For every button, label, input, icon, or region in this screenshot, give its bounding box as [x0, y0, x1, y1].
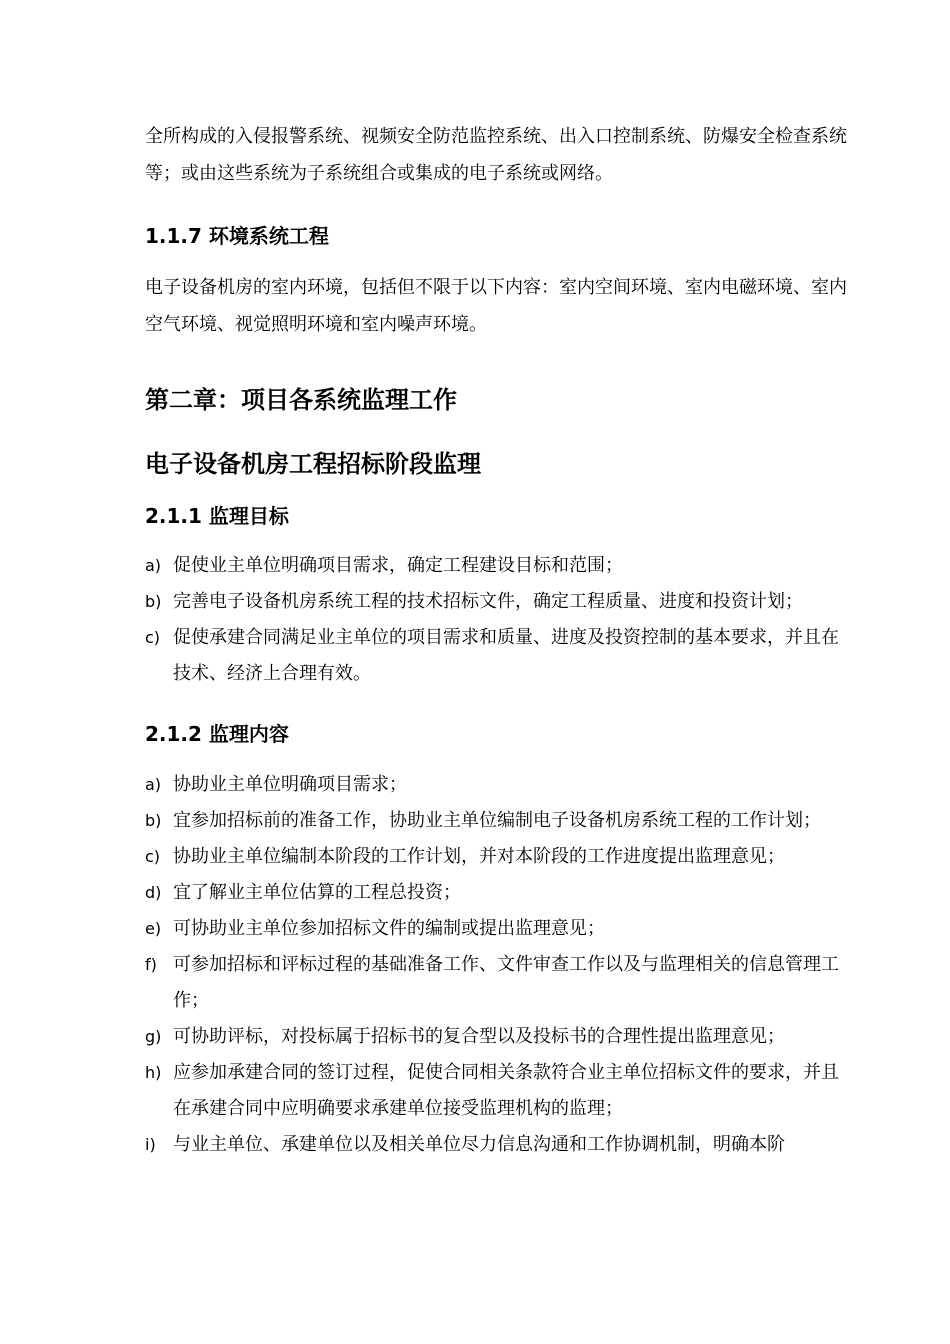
list-item-text: 与业主单位、承建单位以及相关单位尽力信息沟通和工作协调机制，明确本阶	[173, 1134, 785, 1155]
list-item-text: 可协助业主单位参加招标文件的编制或提出监理意见；	[173, 918, 605, 939]
list-item-text: 应参加承建合同的签订过程，促使合同相关条款符合业主单位招标文件的要求，并且在承建合同中应明确要求承建单位接受监理机构的监理；	[173, 1062, 839, 1119]
section-1-1-7-paragraph: 电子设备机房的室内环境，包括但不限于以下内容：室内空间环境、室内电磁环境、室内空气环境、视觉照明环境和室内噪声环境。	[145, 277, 847, 335]
list-item	[145, 1019, 845, 1055]
list-item	[145, 1055, 845, 1127]
list-item	[145, 1127, 845, 1163]
list-item-marker: i)	[145, 1135, 156, 1154]
list-item-marker: a)	[145, 775, 162, 794]
list-item-marker: h)	[145, 1063, 162, 1082]
list-item-text: 可协助评标，对投标属于招标书的复合型以及投标书的合理性提出监理意见；	[173, 1026, 785, 1047]
section-heading-2-1-2: 2.1.2 监理内容	[145, 722, 289, 746]
list-item-marker: b)	[145, 811, 162, 830]
list-item	[145, 620, 845, 692]
list-item-text: 促使承建合同满足业主单位的项目需求和质量、进度及投资控制的基本要求，并且在技术、经济上合理有效。	[173, 627, 839, 684]
list-item	[145, 911, 845, 947]
intro-paragraph: 全所构成的入侵报警系统、视频安全防范监控系统、出入口控制系统、防爆安全检查系统等；或由这些系统为子系统组合或集成的电子系统或网络。	[145, 126, 847, 184]
list-item	[145, 947, 845, 1019]
list-item-marker: c)	[145, 628, 161, 647]
list-item-marker: f)	[145, 955, 157, 974]
list-item-marker: a)	[145, 556, 162, 575]
list-item-marker: b)	[145, 592, 162, 611]
chapter-title: 第二章：项目各系统监理工作	[145, 386, 457, 414]
list-item	[145, 767, 845, 803]
content-list	[145, 767, 845, 1163]
list-item-marker: d)	[145, 883, 162, 902]
list-item-marker: g)	[145, 1027, 162, 1046]
list-item	[145, 803, 845, 839]
list-item-text: 促使业主单位明确项目需求，确定工程建设目标和范围；	[173, 555, 623, 576]
list-item-text: 协助业主单位编制本阶段的工作计划，并对本阶段的工作进度提出监理意见；	[173, 846, 785, 867]
list-item	[145, 875, 845, 911]
goals-list	[145, 548, 845, 692]
list-item-text: 协助业主单位明确项目需求；	[173, 774, 407, 795]
list-item-text: 宜参加招标前的准备工作，协助业主单位编制电子设备机房系统工程的工作计划；	[173, 810, 821, 831]
list-item-text: 可参加招标和评标过程的基础准备工作、文件审查工作以及与监理相关的信息管理工作；	[173, 954, 839, 1011]
list-item	[145, 839, 845, 875]
list-item-marker: e)	[145, 919, 162, 938]
list-item	[145, 548, 845, 584]
section-heading-1-1-7: 1.1.7 环境系统工程	[145, 224, 329, 248]
section-heading-2-1-1: 2.1.1 监理目标	[145, 504, 289, 528]
list-item-text: 完善电子设备机房系统工程的技术招标文件，确定工程质量、进度和投资计划；	[173, 591, 803, 612]
chapter-subtitle: 电子设备机房工程招标阶段监理	[145, 450, 481, 478]
list-item-text: 宜了解业主单位估算的工程总投资；	[173, 882, 461, 903]
list-item	[145, 584, 845, 620]
list-item-marker: c)	[145, 847, 161, 866]
